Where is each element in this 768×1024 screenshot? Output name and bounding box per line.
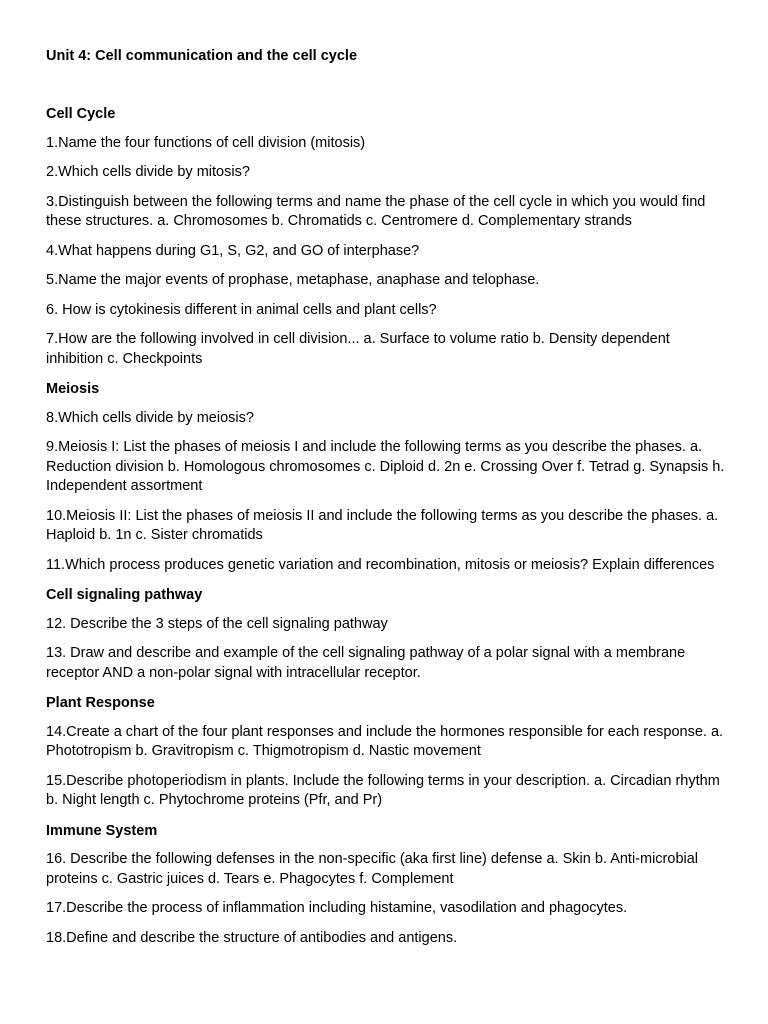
section-cell-signaling xyxy=(46,585,726,683)
question-item: 11.Which process produces genetic variation and recombination, mitosis or meiosis? Explain differences xyxy=(46,556,715,573)
question-item: 15.Describe photoperiodism in plants. Include the following terms in your description. a. Circadian rhythm b. Night length c. Phytochrome proteins (Pfr, and Pr) xyxy=(46,772,720,808)
question-item: 3.Distinguish between the following terms and name the phase of the cell cycle in which you would find these structures. a. Chromosomes b. Chromatids c. Centromere d. Complementary strands xyxy=(46,193,706,229)
question-item: 1.Name the four functions of cell division (mitosis) xyxy=(46,134,366,151)
question-item: 12. Describe the 3 steps of the cell signaling pathway xyxy=(46,615,388,632)
question-item: 2.Which cells divide by mitosis? xyxy=(46,164,250,180)
question-item: 4.What happens during G1, S, G2, and GO of interphase? xyxy=(46,242,420,259)
document-page xyxy=(46,46,726,958)
question-item: 13. Draw and describe and example of the cell signaling pathway of a polar signal with a membrane receptor AND a non-polar signal with intracellular receptor. xyxy=(46,645,686,681)
section-plant-response xyxy=(46,693,726,811)
document-title: Unit 4: Cell communication and the cell cycle xyxy=(46,48,358,64)
question-item: 8.Which cells divide by meiosis? xyxy=(46,409,254,426)
question-item: 14.Create a chart of the four plant responses and include the hormones responsible for each response. a. Phototropism b. Gravitropism c. Thigmotropism d. Nastic movement xyxy=(46,723,724,759)
section-heading: Cell Cycle xyxy=(46,106,116,122)
question-item: 10.Meiosis II: List the phases of meiosis II and include the following terms as you describe the phases. a. Haploid b. 1n c. Sister chromatids xyxy=(46,507,719,543)
question-item: 18.Define and describe the structure of antibodies and antigens. xyxy=(46,929,458,946)
section-immune-system xyxy=(46,821,726,949)
question-item: 7.How are the following involved in cell division... a. Surface to volume ratio b. Density dependent inhibition c. Checkpoints xyxy=(46,331,670,367)
question-item: 16. Describe the following defenses in the non-specific (aka first line) defense a. Skin b. Anti-microbial proteins c. Gastric juices d. Tears e. Phagocytes f. Complement xyxy=(46,851,699,887)
section-meiosis xyxy=(46,379,726,575)
section-heading: Immune System xyxy=(46,822,158,839)
question-item: 6. How is cytokinesis different in animal cells and plant cells? xyxy=(46,301,437,318)
section-heading: Meiosis xyxy=(46,381,100,397)
section-heading: Cell signaling pathway xyxy=(46,587,203,603)
question-item: 17.Describe the process of inflammation including histamine, vasodilation and phagocytes. xyxy=(46,900,628,916)
question-item: 5.Name the major events of prophase, metaphase, anaphase and telophase. xyxy=(46,272,540,288)
question-item: 9.Meiosis I: List the phases of meiosis I and include the following terms as you describe the phases. a. Reduction division b. Homologous chromosomes c. Diploid d. 2n e. Crossing Over f. Tetrad g. Synapsis h. Independent assortment xyxy=(46,439,725,494)
section-cell-cycle xyxy=(46,104,726,369)
section-heading: Plant Response xyxy=(46,695,155,711)
